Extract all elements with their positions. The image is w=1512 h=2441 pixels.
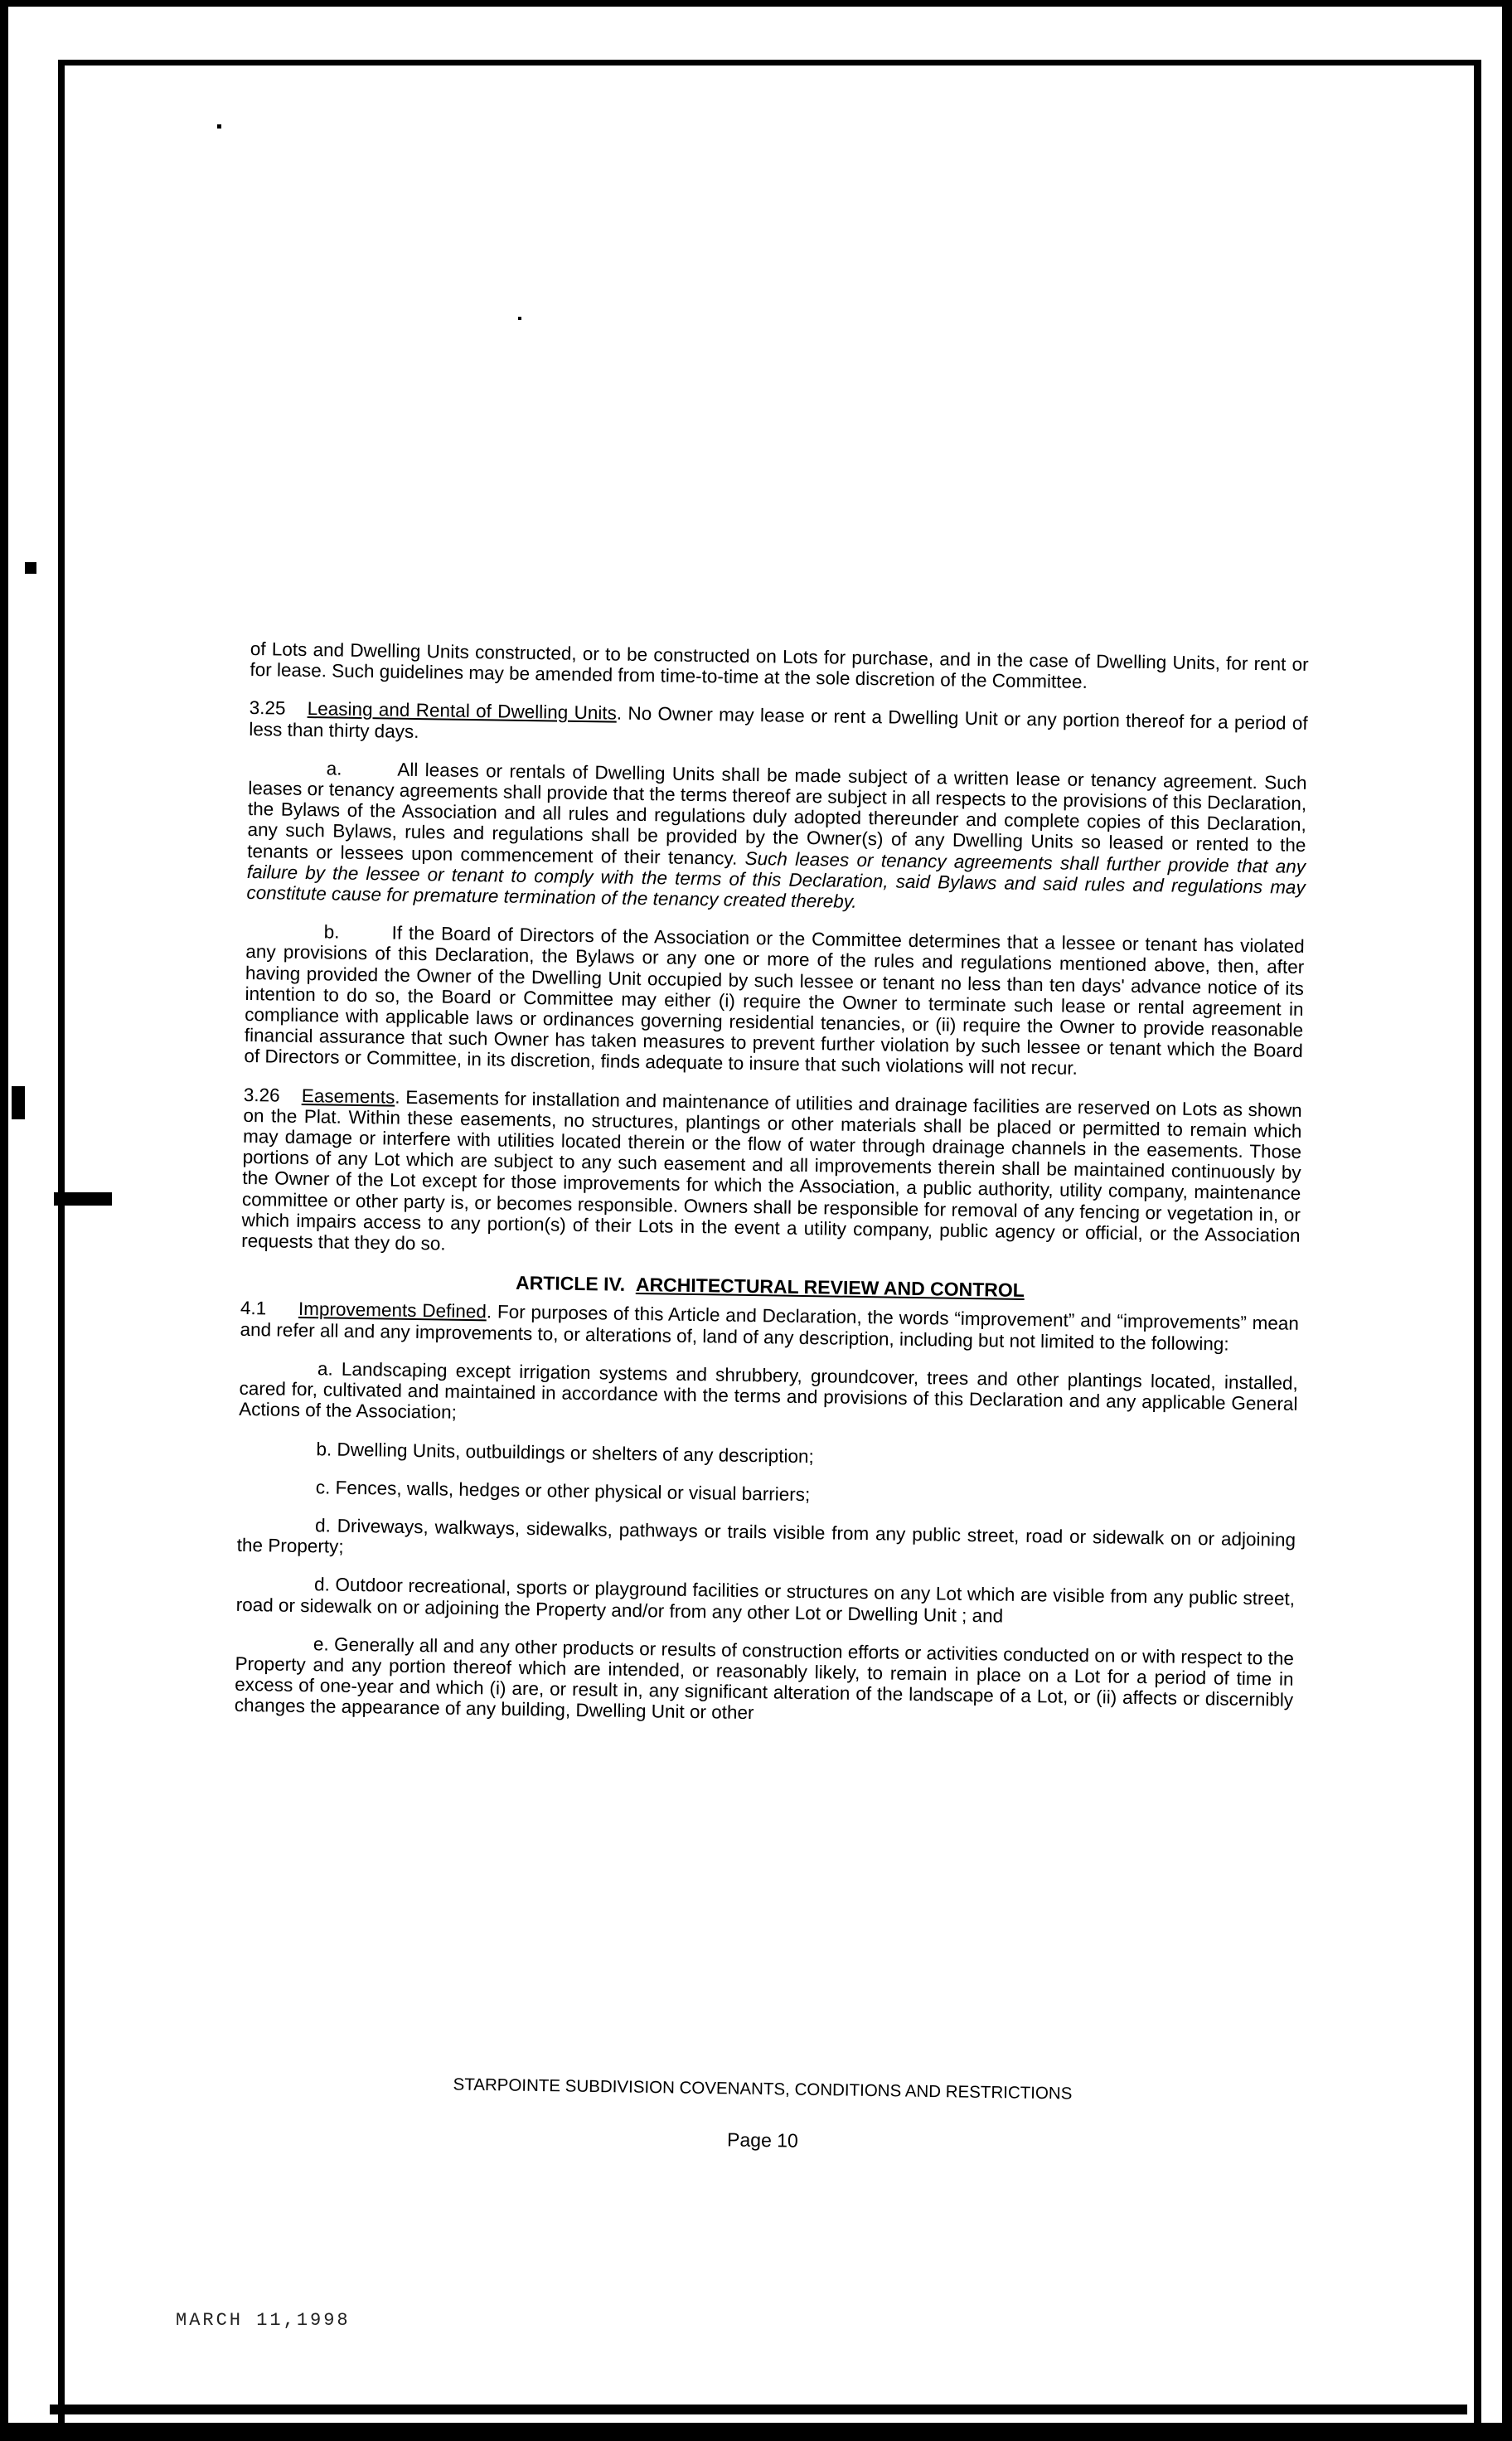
item-text: Driveways, walkways, sidewalks, pathways or trails visible from any public street, road or sidewalk on or adjoining the Property;: [236, 1515, 1296, 1557]
paragraph-body: If the Board of Directors of the Association or the Committee determines that a lessee or tenant has violated any provisions of this Declaration, the Bylaws or any one or more of the rules and regulations mentioned above, then, after having provided the Owner of the Dwelling Unit occupied by such lessee or tenant no less than ten days' advance notice of its intention to do so, the Board or Committee may either (i) require the Owner to terminate such lease or rental agreement in compliance with applicable laws or ordinances governing residential tenancies, or (ii) require the Owner to provide reasonable financial assurance that such Owner has taken measures to prevent further violation by such lessee or tenant which the Board of Directors or Committee, in its discretion, finds adequate to insure that such violations will not recur.: [244, 922, 1305, 1080]
section-number: 3.26: [243, 1084, 280, 1106]
item-label: d.: [314, 1515, 332, 1536]
item-label: e.: [313, 1633, 329, 1655]
scan-speck: [54, 1192, 112, 1206]
item-label: c.: [315, 1476, 331, 1498]
section-3-25: [249, 697, 1308, 755]
article-title: ARCHITECTURAL REVIEW AND CONTROL: [635, 1274, 1025, 1302]
item-label: b.: [316, 1438, 332, 1460]
list-item: [235, 1633, 1294, 1732]
scan-speck: [25, 562, 36, 574]
paragraph-3-25-a: [246, 757, 1306, 919]
date-stamp: MARCH 11,1998: [176, 2310, 351, 2331]
paragraph-3-25-b: [244, 920, 1304, 1082]
paragraph-label: a.: [326, 758, 342, 779]
section-title: Easements: [301, 1085, 395, 1108]
paragraph-body: All leases or rentals of Dwelling Units shall be made subject of a written lease or tenancy agreement. Such leases or tenancy agreements shall provide that the terms thereof are subject in all respects to the provisions of this Declaration, the Bylaws of the Association and all rules and regulations duly adopted thereunder and complete copies of this Declaration, any such Bylaws, rules and regulations shall be provided by the Owner(s) of any Dwelling Units so leased or rented to the tenants or lessees upon commencement of their tenancy.: [247, 759, 1307, 869]
article-prefix: ARTICLE IV.: [515, 1272, 626, 1296]
list-item: [238, 1437, 1296, 1473]
item-label: a.: [317, 1358, 333, 1380]
item-text: Outdoor recreational, sports or playground facilities or structures on any Lot which are visible from any public street, road or sidewalk on or adjoining the Property and/or from any other Lot or Dwelling Unit ; and: [235, 1574, 1296, 1627]
scan-speck: [518, 317, 521, 320]
item-text: Landscaping except irrigation systems and shrubbery, groundcover, trees and other plantings located, installed, cared for, cultivated and maintained in accordance with the terms and provisions of this Declaration and any applicable General Actions of the Association;: [239, 1358, 1298, 1424]
section-4-1: [240, 1298, 1299, 1355]
scan-speck: [12, 1086, 25, 1119]
top-continuation: of Lots and Dwelling Units constructed, or to be constructed on Lots for purchase, and in the case of Dwelling Units, for rent or for lease. Such guidelines may be amended from time-to-time at the sole discretion of the Committee.: [250, 638, 1309, 693]
page-number: Page 10: [726, 2128, 799, 2152]
list-item: [238, 1476, 1296, 1512]
section-number: 3.25: [249, 697, 286, 720]
list-item: [236, 1573, 1296, 1630]
list-item: [239, 1357, 1298, 1436]
section-body: . For purposes of this Article and Declaration, the words “improvement” and “improvements” mean and refer all and any improvements to, or alterations of, land of any description, including but not limited to the following:: [240, 1301, 1300, 1355]
section-title: Leasing and Rental of Dwelling Units: [307, 698, 618, 724]
document-body: [234, 638, 1308, 1749]
scan-edge-right: [1502, 0, 1512, 2441]
section-body: . Easements for installation and maintenance of utilities and drainage facilities are reserved on Lots as shown on the Plat. Within these easements, no structures, plantings or other materials shall be placed or permitted to remain which may damage or interfere with utilities located therein or the flow of water through drainage channels in the easements. Those portions of any Lot which are subject to any such easement and all improvements therein shall be maintained continuously by the Owner of the Lot except for those improvements for which the Association, a public authority, utility company, maintenance committee or other party is, or becomes responsible. Owners shall be responsible for removal of any fencing or vegetation in, or which impairs access to any portion(s) of their Lots in the event a utility company, public agency or official, or the Association requests that they do so.: [241, 1086, 1302, 1254]
paragraph-italic: Such leases or tenancy agreements shall further provide that any failure by the lessee or tenant to comply with the terms of this Declaration, said Bylaws and said rules and regulations may constitute cause for premature termination of the tenancy created thereby.: [246, 847, 1306, 912]
section-number: 4.1: [240, 1298, 267, 1319]
scan-edge-left: [0, 0, 8, 2441]
item-text: Generally all and any other products or results of construction efforts or activities conducted on or with respect to the Property and any portion thereof which are intended, or reasonably likely, to remain in place on a Lot for a period of time in excess of one-year and which (i) are, or result in, any significant alteration of the landscape of a Lot, or (ii) affects or discernibly changes the appearance of any building, Dwelling Unit or other: [234, 1633, 1295, 1724]
footer-title: STARPOINTE SUBDIVISION COVENANTS, CONDITIONS AND RESTRICTIONS: [453, 2075, 1073, 2104]
item-text: Dwelling Units, outbuildings or shelters of any description;: [337, 1439, 814, 1467]
list-item: [237, 1514, 1296, 1571]
scan-edge-top: [0, 0, 1512, 7]
item-text: Fences, walls, hedges or other physical or visual barriers;: [335, 1477, 811, 1505]
section-body: . No Owner may lease or rent a Dwelling Unit or any portion thereof for a period of less than thirty days.: [249, 702, 1308, 742]
section-3-26: [241, 1085, 1302, 1268]
scan-speck: [217, 124, 221, 129]
paragraph-label: b.: [323, 921, 340, 943]
item-label: d.: [313, 1574, 331, 1595]
section-title: Improvements Defined: [298, 1298, 487, 1322]
